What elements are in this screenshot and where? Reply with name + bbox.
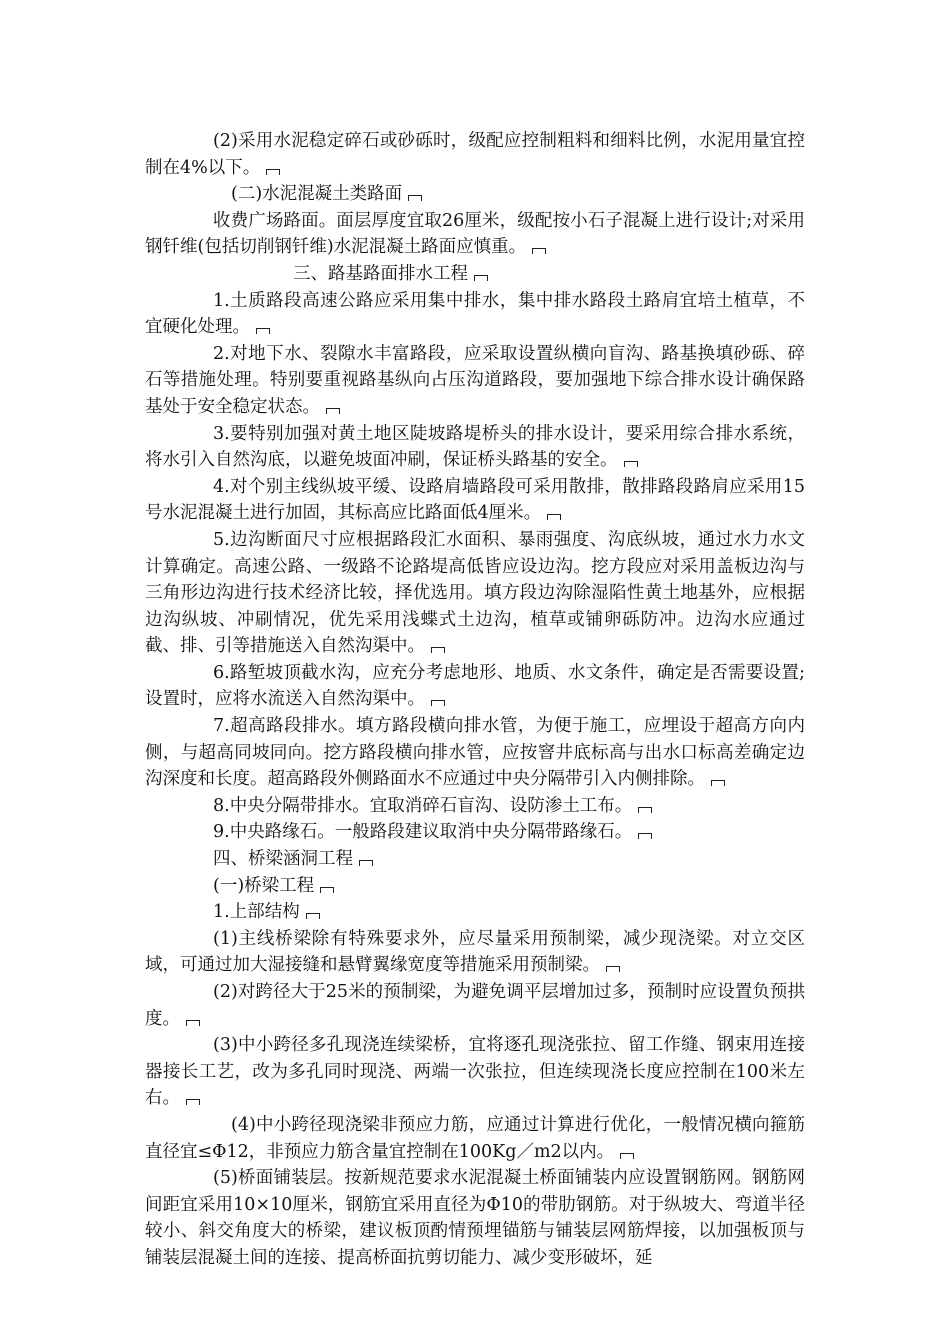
paragraph: 5.边沟断面尺寸应根据路段汇水面积、暴雨强度、沟底纵坡，通过水力水文计算确定。高速公路、一级路不论路堤高低皆应设边沟。挖方段应对采用盖板边沟与三角形边沟进行技术经济比较，择优选用。填方段边沟除湿陷性黄土地基外，应根据边沟纵坡、冲刷情况，优先采用浅蝶式土边沟，植草或铺卵砾防冲。边沟水应通过截、排、引等措施送入自然沟渠中。: [145, 529, 805, 657]
paragraph-mark-icon: [431, 647, 445, 653]
paragraph: 3.要特别加强对黄土地区陡坡路堤桥头的排水设计，要采用综合排水系统，将水引入自然沟底，以避免坡面冲刷，保证桥头路基的安全。: [145, 423, 805, 471]
paragraph-mark-icon: [638, 807, 652, 813]
paragraph-mark-icon: [606, 966, 620, 972]
paragraph: (2)采用水泥稳定碎石或砂砾时，级配应控制粗料和细料比例，水泥用量宜控制在4%以下。: [145, 131, 805, 178]
paragraph-mark-icon: [431, 700, 445, 706]
paragraph: 6.路堑坡顶截水沟，应充分考虑地形、地质、水文条件，确定是否需要设置;设置时，应将水流送入自然沟渠中。: [145, 662, 805, 710]
paragraph-mark-icon: [320, 887, 334, 893]
paragraph-mark-icon: [547, 514, 561, 520]
paragraph-mark-icon: [532, 248, 546, 254]
paragraph-mark-icon: [256, 328, 270, 334]
paragraph-mark-icon: [266, 169, 280, 175]
paragraph: 7.超高路段排水。填方路段横向排水管，为便于施工，应埋设于超高方向内侧，与超高同坡同向。挖方路段横向排水管，应按窨井底标高与出水口标高差确定边沟深度和长度。超高路段外侧路面水不应通过中央分隔带引入内侧排除。: [145, 716, 805, 790]
paragraph-mark-icon: [359, 860, 373, 866]
paragraph-mark-icon: [186, 1020, 200, 1026]
document-body: [145, 128, 805, 1272]
paragraph: 2.对地下水、裂隙水丰富路段，应采取设置纵横向盲沟、路基换填砂砾、碎石等措施处理。特别要重视路基纵向占压沟道路段，要加强地下综合排水设计确保路基处于安全稳定状态。: [145, 343, 805, 417]
chapter-heading: 四、桥梁涵洞工程: [145, 846, 805, 873]
paragraph: (2)对跨径大于25米的预制梁，为避免调平层增加过多，预制时应设置负预拱度。: [145, 982, 805, 1029]
paragraph-mark-icon: [620, 1153, 634, 1159]
paragraph-mark-icon: [326, 408, 340, 414]
subsection-heading: 1.上部结构: [145, 899, 805, 926]
paragraph: 收费广场路面。面层厚度宜取26厘米，级配按小石子混凝上进行设计;对采用钢钎维(包括切削钢钎维)水泥混凝土路面应慎重。: [145, 210, 805, 258]
paragraph: 4.对个别主线纵坡平缓、设路肩墙路段可采用散排，散排路段路肩应采用15号水泥混凝土进行加固，其标高应比路面低4厘米。: [145, 476, 805, 524]
paragraph: (4)中小跨径现浇梁非预应力筋，应通过计算进行优化，一般情况横向箍筋直径宜≤Φ12，非预应力筋含量宜控制在100Kg／m2以内。: [145, 1114, 805, 1162]
paragraph: (1)主线桥梁除有特殊要求外，应尽量采用预制梁，减少现浇梁。对立交区域，可通过加大湿接缝和悬臂翼缘宽度等措施采用预制梁。: [145, 928, 805, 976]
chapter-heading: 三、路基路面排水工程: [145, 261, 805, 288]
paragraph-mark-icon: [624, 461, 638, 467]
paragraph: (5)桥面铺装层。按新规范要求水泥混凝土桥面铺装内应设置钢筋网。钢筋网间距宜采用10×10厘米，钢筋宜采用直径为Φ10的带肋钢筋。对于纵坡大、弯道半径较小、斜交角度大的桥梁，建议板顶酌情预埋锚筋与铺装层网筋焊接，以加强板顶与铺装层混凝土间的连接、提高桥面抗剪切能力、减少变形破坏，延: [145, 1168, 805, 1268]
paragraph-mark-icon: [638, 833, 652, 839]
paragraph-mark-icon: [474, 275, 488, 281]
paragraph-mark-icon: [306, 913, 320, 919]
paragraph: 8.中央分隔带排水。宜取消碎石盲沟、设防渗土工布。: [145, 793, 805, 820]
section-heading: (一)桥梁工程: [145, 873, 805, 900]
paragraph-mark-icon: [408, 195, 422, 201]
paragraph: (3)中小跨径多孔现浇连续梁桥，宜将逐孔现浇张拉、留工作缝、钢束用连接器接长工艺，改为多孔同时现浇、两端一次张拉，但连续现浇长度应控制在100米左右。: [145, 1035, 805, 1109]
paragraph: 9.中央路缘石。一般路段建议取消中央分隔带路缘石。: [145, 819, 805, 846]
paragraph: 1.土质路段高速公路应采用集中排水，集中排水路段土路肩宜培土植草，不宜硬化处理。: [145, 290, 805, 338]
section-heading: (二)水泥混凝土类路面: [145, 181, 805, 208]
paragraph-mark-icon: [186, 1099, 200, 1105]
paragraph-mark-icon: [711, 780, 725, 786]
